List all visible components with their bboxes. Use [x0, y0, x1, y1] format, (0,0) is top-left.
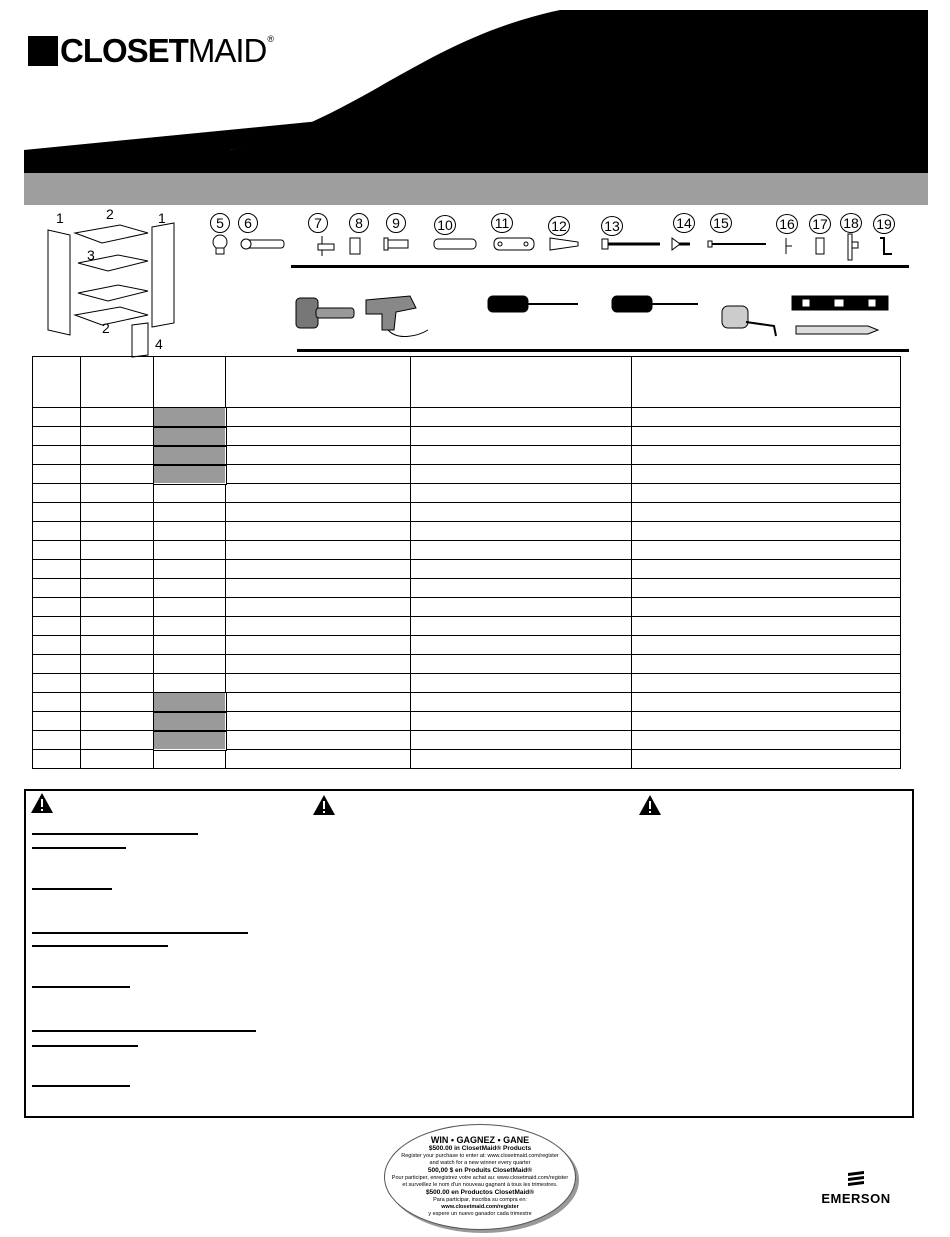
- table-header-cell: [226, 357, 411, 408]
- table-cell: [226, 465, 411, 484]
- part-label-2-top: 2: [106, 206, 114, 222]
- table-cell: [226, 503, 411, 522]
- table-cell: [81, 408, 154, 427]
- table-cell: [411, 541, 632, 560]
- level-icon: [792, 296, 888, 310]
- table-cell: [411, 579, 632, 598]
- table-cell: [81, 636, 154, 655]
- table-cell: [81, 712, 154, 731]
- table-row: [33, 693, 901, 712]
- hw-label-7: 7: [308, 213, 328, 233]
- hw-label-5: 5: [210, 213, 230, 233]
- table-cell: [154, 427, 226, 446]
- promo-fr-head: 500,00 $ en Produits ClosetMaid®: [427, 1167, 533, 1174]
- drill-icon: [366, 296, 428, 337]
- table-row: [33, 598, 901, 617]
- table-header-cell: [81, 357, 154, 408]
- table-cell: [33, 750, 81, 769]
- part-label-2-bottom: 2: [102, 320, 110, 336]
- warning-triangle-icon: [312, 793, 336, 817]
- short-screw-icon: [672, 238, 690, 250]
- table-cell: [411, 598, 632, 617]
- table-cell: [632, 579, 901, 598]
- table-cell: [632, 446, 901, 465]
- table-cell: [81, 693, 154, 712]
- table-cell: [33, 579, 81, 598]
- table-cell: [226, 560, 411, 579]
- flat-screwdriver-icon: [612, 296, 698, 312]
- table-cell: [33, 484, 81, 503]
- table-cell: [411, 693, 632, 712]
- promo-es-head: $500.00 en Productos ClosetMaid®: [425, 1189, 535, 1196]
- table-cell: [411, 427, 632, 446]
- table-row: [33, 427, 901, 446]
- table-cell: [632, 750, 901, 769]
- promo-en-head: $500.00 in ClosetMaid® Products: [428, 1145, 532, 1152]
- tools-divider: [297, 349, 909, 352]
- table-header-cell: [411, 357, 632, 408]
- table-cell: [33, 636, 81, 655]
- table-cell: [81, 484, 154, 503]
- table-cell: [632, 598, 901, 617]
- table-cell: [632, 522, 901, 541]
- table-cell: [154, 579, 226, 598]
- table-cell: [411, 484, 632, 503]
- promo-fr-line1: Pour participer, enregistrez votre achat au: www.closetmaid.com/register: [391, 1175, 569, 1181]
- table-cell: [81, 465, 154, 484]
- parts-list-table: [32, 356, 901, 769]
- table-cell: [632, 636, 901, 655]
- logo-registered-mark: ®: [267, 34, 274, 44]
- promo-badge[interactable]: [384, 1124, 576, 1230]
- warning-box: [24, 789, 914, 1118]
- table-cell: [33, 731, 81, 750]
- table-cell: [33, 522, 81, 541]
- table-cell: [81, 731, 154, 750]
- table-cell: [33, 465, 81, 484]
- clip-icon: [816, 238, 824, 254]
- table-row: [33, 541, 901, 560]
- table-cell: [411, 503, 632, 522]
- wood-dowel-icon: [434, 239, 476, 249]
- table-cell: [81, 750, 154, 769]
- table-cell: [226, 541, 411, 560]
- cam-bolt-icon: [241, 239, 284, 249]
- table-cell: [632, 712, 901, 731]
- warning-heading-underline: [32, 847, 126, 849]
- table-cell: [632, 541, 901, 560]
- logo-bold-text: CLOSET: [60, 32, 188, 69]
- table-row: [33, 674, 901, 693]
- table-row: [33, 446, 901, 465]
- promo-es-line3: y espere un nuevo ganador cada trimestre: [428, 1211, 532, 1217]
- table-cell: [33, 503, 81, 522]
- table-cell: [632, 503, 901, 522]
- table-cell: [226, 712, 411, 731]
- hw-label-14: 14: [673, 213, 695, 233]
- table-cell: [81, 674, 154, 693]
- table-row: [33, 750, 901, 769]
- table-cell: [81, 522, 154, 541]
- bracket-icon: [494, 238, 534, 250]
- long-screw-icon: [602, 239, 660, 249]
- promo-es-line1: Para participar, inscriba su compra en:: [433, 1197, 527, 1203]
- plate-icon: [848, 234, 858, 260]
- table-cell: [81, 427, 154, 446]
- promo-en-line1: Register your purchase to enter at: www.closetmaid.com/register: [401, 1153, 559, 1159]
- promo-en-line2: and watch for a new winner every quarter: [429, 1160, 531, 1166]
- cam-lock-icon: [213, 235, 227, 254]
- table-cell: [411, 446, 632, 465]
- table-cell: [632, 427, 901, 446]
- emerson-logo: [813, 1170, 899, 1206]
- table-cell: [33, 427, 81, 446]
- hammer-icon: [296, 298, 354, 328]
- table-cell: [81, 598, 154, 617]
- table-cell: [632, 693, 901, 712]
- hw-label-9: 9: [386, 213, 406, 233]
- table-row: [33, 655, 901, 674]
- phillips-screwdriver-icon: [488, 296, 578, 312]
- table-cell: [411, 560, 632, 579]
- table-cell: [154, 484, 226, 503]
- warning-heading-underline: [32, 945, 168, 947]
- emerson-text: EMERSON: [821, 1191, 891, 1206]
- table-cell: [154, 750, 226, 769]
- table-header-cell: [154, 357, 226, 408]
- table-cell: [81, 541, 154, 560]
- table-cell: [226, 750, 411, 769]
- dowel-icon: [350, 238, 360, 254]
- part-label-1-right: 1: [158, 210, 166, 226]
- table-cell: [411, 674, 632, 693]
- table-cell: [154, 712, 226, 731]
- pencil-icon: [796, 326, 878, 334]
- warning-heading-underline: [32, 932, 248, 934]
- table-cell: [154, 674, 226, 693]
- table-cell: [411, 617, 632, 636]
- part-label-1-left: 1: [56, 210, 64, 226]
- table-cell: [81, 560, 154, 579]
- table-cell: [226, 617, 411, 636]
- table-row: [33, 408, 901, 427]
- table-cell: [226, 693, 411, 712]
- table-cell: [226, 408, 411, 427]
- hw-label-16: 16: [776, 214, 798, 234]
- hw-label-12: 12: [548, 216, 570, 236]
- table-row: [33, 731, 901, 750]
- table-cell: [632, 560, 901, 579]
- table-cell: [154, 541, 226, 560]
- table-cell: [154, 503, 226, 522]
- table-cell: [33, 693, 81, 712]
- table-cell: [411, 465, 632, 484]
- table-cell: [81, 655, 154, 674]
- table-cell: [81, 446, 154, 465]
- table-cell: [33, 598, 81, 617]
- table-cell: [411, 522, 632, 541]
- table-cell: [411, 731, 632, 750]
- logo-thin-text: MAID: [187, 32, 267, 69]
- table-row: [33, 484, 901, 503]
- table-row: [33, 560, 901, 579]
- hw-label-15: 15: [710, 213, 732, 233]
- wall-anchor-icon: [550, 238, 578, 250]
- table-cell: [632, 655, 901, 674]
- warning-heading-underline: [32, 1030, 256, 1032]
- table-row: [33, 465, 901, 484]
- shelf-pin-icon: [318, 236, 334, 256]
- table-cell: [226, 598, 411, 617]
- hw-label-8: 8: [349, 213, 369, 233]
- table-row: [33, 503, 901, 522]
- hw-label-19: 19: [873, 214, 895, 234]
- hw-label-17: 17: [809, 214, 831, 234]
- table-cell: [226, 674, 411, 693]
- warning-heading-underline: [32, 888, 112, 890]
- long-thin-screw-icon: [708, 241, 766, 247]
- table-cell: [411, 712, 632, 731]
- table-cell: [632, 484, 901, 503]
- table-cell: [33, 408, 81, 427]
- promo-es-line2[interactable]: www.closetmaid.com/register: [441, 1204, 519, 1210]
- table-cell: [226, 579, 411, 598]
- table-cell: [33, 617, 81, 636]
- tools-row: [288, 286, 898, 352]
- hw-label-11: 11: [491, 213, 513, 233]
- hw-label-6: 6: [238, 213, 258, 233]
- table-cell: [632, 617, 901, 636]
- cabinet-diagram: [40, 215, 200, 360]
- table-row: [33, 617, 901, 636]
- table-cell: [154, 598, 226, 617]
- hardware-row: [200, 232, 910, 268]
- table-cell: [154, 731, 226, 750]
- promo-fr-line2: et surveillez le nom d'un nouveau gagnant à tous les trimestres.: [402, 1182, 558, 1188]
- table-cell: [154, 408, 226, 427]
- table-cell: [33, 446, 81, 465]
- table-header-cell: [33, 357, 81, 408]
- warning-triangle-icon: [638, 793, 662, 817]
- part-label-4: 4: [155, 336, 163, 352]
- table-cell: [33, 674, 81, 693]
- table-cell: [81, 617, 154, 636]
- table-cell: [154, 522, 226, 541]
- warning-heading-underline: [32, 986, 130, 988]
- table-row: [33, 636, 901, 655]
- table-cell: [226, 731, 411, 750]
- table-row: [33, 712, 901, 731]
- closetmaid-logo: [28, 34, 274, 68]
- table-cell: [226, 427, 411, 446]
- part-label-3: 3: [87, 247, 95, 263]
- table-cell: [33, 655, 81, 674]
- hardware-divider: [291, 265, 909, 268]
- table-cell: [632, 408, 901, 427]
- table-cell: [81, 503, 154, 522]
- table-cell: [154, 636, 226, 655]
- table-cell: [411, 636, 632, 655]
- table-cell: [226, 522, 411, 541]
- screw-icon: [384, 238, 408, 250]
- table-cell: [632, 674, 901, 693]
- table-cell: [154, 446, 226, 465]
- table-cell: [33, 712, 81, 731]
- table-row: [33, 579, 901, 598]
- table-row: [33, 522, 901, 541]
- table-cell: [411, 408, 632, 427]
- table-cell: [33, 541, 81, 560]
- table-cell: [632, 465, 901, 484]
- table-cell: [154, 465, 226, 484]
- hex-key-icon: [880, 238, 892, 254]
- warning-heading-underline: [32, 1045, 138, 1047]
- table-cell: [411, 750, 632, 769]
- table-cell: [226, 484, 411, 503]
- tape-measure-icon: [722, 306, 776, 336]
- hw-label-10: 10: [434, 215, 456, 235]
- table-cell: [226, 446, 411, 465]
- warning-heading-underline: [32, 833, 198, 835]
- warning-triangle-icon: [30, 791, 54, 815]
- table-cell: [411, 655, 632, 674]
- header-gray-band: [24, 173, 928, 205]
- table-cell: [632, 731, 901, 750]
- table-cell: [33, 560, 81, 579]
- table-cell: [226, 636, 411, 655]
- table-cell: [154, 655, 226, 674]
- pin-icon: [786, 238, 792, 254]
- table-cell: [154, 617, 226, 636]
- table-cell: [154, 693, 226, 712]
- hw-label-18: 18: [840, 213, 862, 233]
- table-header-row: [33, 357, 901, 408]
- table-header-cell: [632, 357, 901, 408]
- emerson-mark-icon: [846, 1170, 866, 1186]
- promo-title: WIN • GAGNEZ • GANE: [430, 1135, 530, 1145]
- table-cell: [226, 655, 411, 674]
- table-cell: [81, 579, 154, 598]
- warning-heading-underline: [32, 1085, 130, 1087]
- logo-square-icon: [28, 36, 58, 66]
- table-cell: [154, 560, 226, 579]
- hw-label-13: 13: [601, 216, 623, 236]
